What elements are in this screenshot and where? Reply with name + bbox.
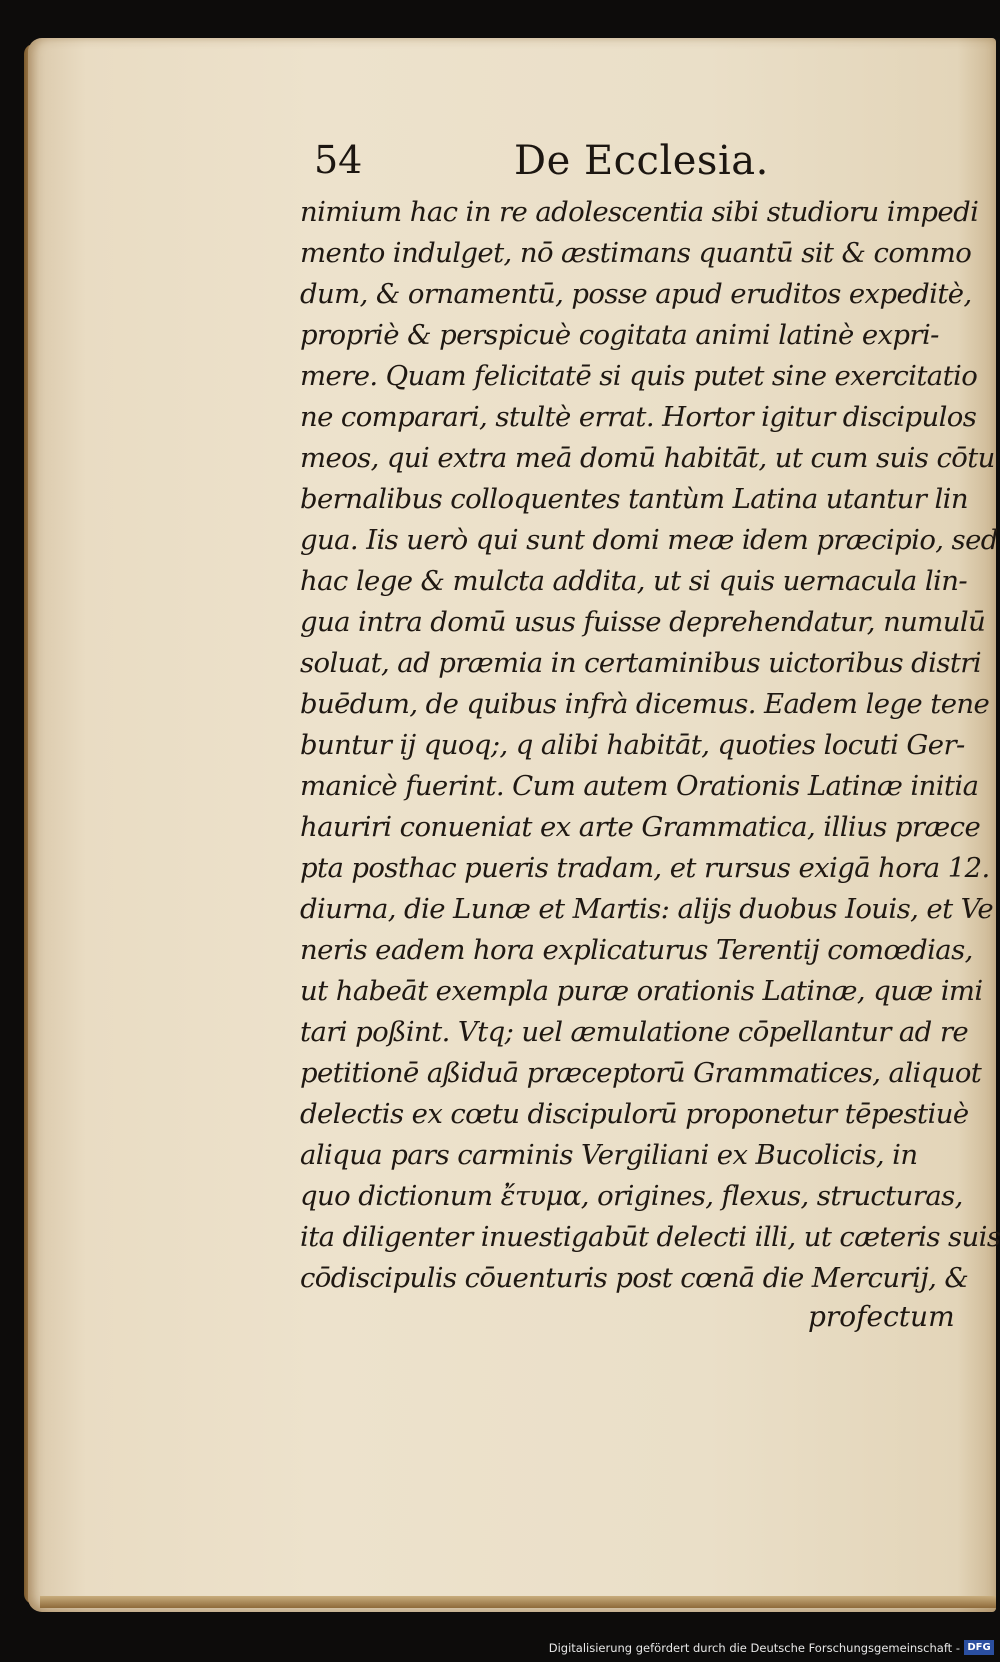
text-line: meos, qui extra meā domū habitāt, ut cum suis cōtu [300,442,995,474]
text-line: pta posthac pueris tradam, et rursus exigā hora 12. [300,852,990,884]
text-line: dum, & ornamentū, posse apud eruditos expeditè, [300,278,972,310]
text-line: soluat, ad præmia in certaminibus uictoribus distri [300,647,982,679]
text-line: cōdiscipulis cōuenturis post cœnā die Mercurij, & [300,1262,969,1294]
text-line: hac lege & mulcta addita, ut si quis uernacula lin- [300,565,968,597]
body-text [300,192,1000,1299]
text-line: gua. Iis uerò qui sunt domi meæ idem præcipio, sed [300,524,998,556]
text-line: petitionē aßiduā præceptorū Grammatices, aliquot [300,1057,982,1089]
text-line: ut habeāt exempla puræ orationis Latinæ, quæ imi [300,975,983,1007]
text-line: diurna, die Lunæ et Martis: alijs duobus Iouis, et Ve [300,893,994,925]
text-line: mere. Quam felicitatē si quis putet sine exercitatio [300,360,978,392]
text-line: mento indulget, nō æstimans quantū sit & commo [300,237,972,269]
text-line: ne comparari, stultè errat. Hortor igitur discipulos [300,401,977,433]
text-line: buntur ij quoq;, q alibi habitāt, quoties locuti Ger- [300,729,965,761]
text-line: quo dictionum ἔτυμα, origines, flexus, structuras, [300,1180,963,1212]
page-edge-bottom [40,1596,996,1608]
text-line: hauriri conueniat ex arte Grammatica, illius præce [300,811,981,843]
text-line: aliqua pars carminis Vergiliani ex Bucolicis, in [300,1139,918,1171]
text-line: delectis ex cœtu discipulorū proponetur tēpestiuè [300,1098,969,1130]
text-line: bernalibus colloquentes tantùm Latina utantur lin [300,483,968,515]
catchword: profectum [808,1300,955,1333]
text-line: nimium hac in re adolescentia sibi studioru impedi [300,196,979,228]
text-line: manicè fuerint. Cum autem Orationis Latinæ initia [300,770,979,802]
page-header [310,138,950,184]
text-line: propriè & perspicuè cogitata animi latinè expri- [300,319,939,351]
dfg-logo-icon: DFG [964,1640,994,1655]
text-line: tari poßint. Vtq; uel æmulatione cōpellantur ad re [300,1016,969,1048]
text-line: buēdum, de quibus infrà dicemus. Eadem lege tene [300,688,990,720]
digitization-credit: Digitalisierung gefördert durch die Deutsche Forschungsgemeinschaft - [548,1641,960,1655]
page-number: 54 [314,138,363,182]
text-line: ita diligenter inuestigabūt delecti illi, ut cæteris suis [300,1221,1000,1253]
text-line: neris eadem hora explicaturus Terentij comœdias, [300,934,973,966]
text-line: gua intra domū usus fuisse deprehendatur, numulū [300,606,986,638]
running-head: De Ecclesia. [514,138,769,184]
